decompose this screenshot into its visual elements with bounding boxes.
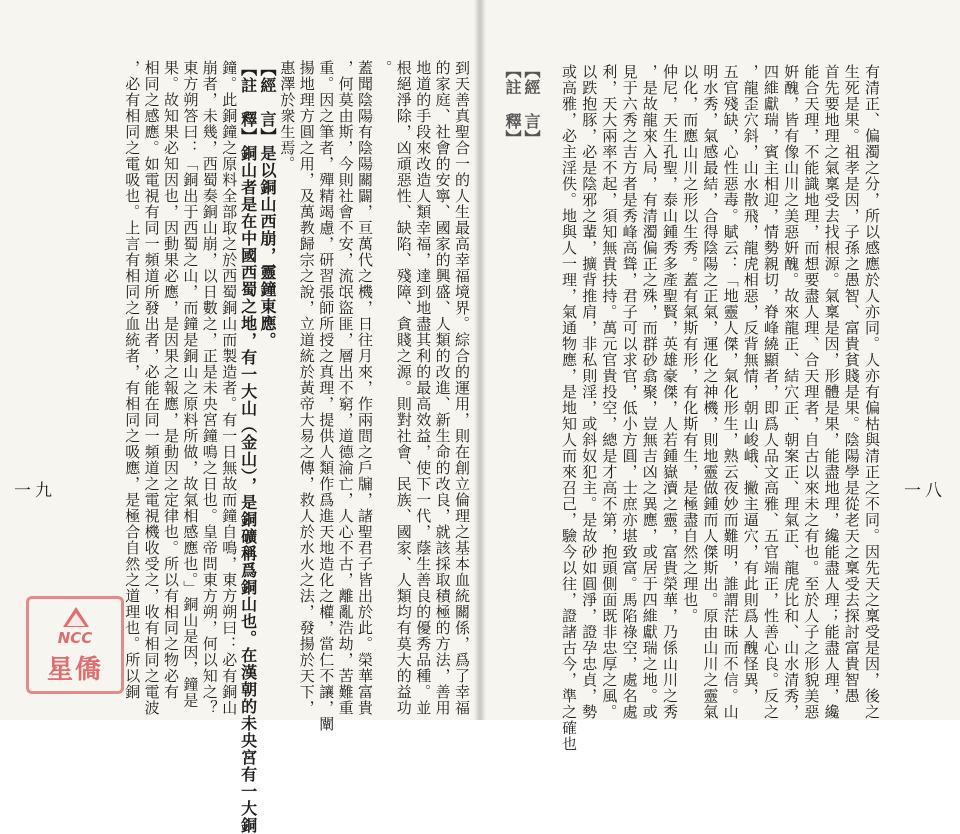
left-text-column: 到天善真聖合一的人生最高幸福境界。綜合的運用，則在創立倫理之基本血統關係，爲了幸福 — [453, 60, 471, 716]
right-text-column: ，龍歪穴斜，山水散飛，龍虎相惡，反背無情，朝山峻峨、撇主逼穴，有此則爲人醜怪異， — [741, 64, 760, 704]
right-gutter-label: 【註 釋】 — [503, 62, 522, 147]
left-text-column: 根絕淨除，凶頑惡性、缺陷、殘障、貪賤之源。則對社會、民族、國家、人類均有莫大的益功 — [394, 60, 413, 716]
right-text-column: 明水秀，氣感最結，合得陰陽之正氣，運化之神機，則地靈做鍾而人傑斯出。原由山川之靈氣 — [701, 64, 720, 720]
stamp-brand: NCC — [57, 629, 93, 647]
left-text-column: 的家庭、社會的安寧、國家的興盛、人類的改進、新生命的改良，就該採取積極的方法，善用 — [433, 60, 452, 716]
right-gutter-label: 【經 言】 — [522, 62, 541, 147]
right-text-column: 見于六秀之吉方者是秀峰高聳，君子可以求官，低小方圓，士庶亦堪致富。馬陷祿空，處名處 — [620, 64, 639, 720]
right-text-column: 生死是果。祖孝是因，子孫之愚智、富貴貧賤是果。陰陽學是從老天之稟受去探討富貴智愚 — [842, 64, 861, 704]
left-text-column: 揚地理方圓之用，及萬教歸宗之說，立道統於黃帝大易之傳，救人於水火之法，發揚於天下， — [297, 60, 316, 716]
right-text-column: 能合天理，不能識地理，而想要盡人理、合天理者，自古以來未之有也。至於人子之形貌美惡 — [802, 64, 821, 720]
left-text-column: 【註 釋】銅山者是在中國西蜀之地，有一大山（金山），是銅礦稱爲銅山也。在漢朝的未央宮有一大銅 — [238, 60, 258, 834]
right-text-column: 五官殘缺，心性惡毒。賦云：「地靈人傑，氣化形生，熟云夜妙而難明，誰謂茫昧而不信。山 — [721, 64, 740, 720]
left-text-column: ，何莫由斯，今則社會不安，流氓盜匪，層出不窮，道德淪亡，人心不古，離亂浩劫，苦難重 — [336, 60, 355, 716]
right-text-column: 有清正、偏濁之分，所以感應於人亦同。人亦有偏枯與清正之不同。因先天之稟受是因，後之 — [863, 64, 881, 720]
right-page-number: 一八 — [904, 481, 946, 501]
stamp-name: 星僑 — [46, 655, 103, 685]
left-text-column: 地道的手段來改造人類幸福，達到地盡其利的最高效益，使下一代，蔭生善良的優秀品種。並 — [414, 60, 433, 716]
right-text-column: 姸醜，皆有像山川之美惡姸醜。故來龍正、結穴正、朝案正、理氣正、龍虎比和、山水清秀， — [782, 64, 801, 720]
left-text-column: ，必有相同之電吸也。上言有相同之血統者，有相同之吸應，是極合自然之道理也。所以銅 — [123, 60, 142, 700]
left-text-column: 相同之感應。如電視有同一頻道所發出者，必能在同一頻道之電視機收受之，收有相同之電波 — [142, 60, 161, 716]
right-text-column: 四維獻瑞，賓主相迎，情勢親切，脊峰繞顯者，即爲人品文高雅、五官端正，性善心良。反之 — [762, 64, 780, 720]
left-text-column: 果。故知果必知因也，因動果必應，是因果之報應，是動因之定律也。所以有相同之物必有 — [162, 60, 180, 700]
left-text-column: 鐘。此銅鐘之原料全部取之於西蜀銅山而製造者。有一日無故而鐘自鳴，東方朔曰：必有銅山 — [220, 60, 239, 716]
left-text-column: 【經 言】是以銅山西崩，靈鐘東應。 — [258, 60, 277, 349]
left-text-column: 惠澤於衆生焉。 — [278, 60, 297, 172]
right-text-column: 首先要地理之氣稟受去找根源。氣稟是因，形體是果，能盡地理，纔能盡人理；能盡人理，纔 — [822, 64, 841, 720]
left-text-column: 東方朔答曰：「銅出于西蜀之山，而鐘是銅山之原料所做，故氣相感應也。」銅山是因，鐘是 — [181, 60, 200, 709]
book-gutter — [474, 0, 486, 720]
right-text-column: 以跌抱豚，必是陰邪之輩，擴背推肩，非私則淫，或斜奴犯主。是故砂如圓淨，證孕忠貞，勢 — [580, 64, 599, 720]
left-page-number: 一九 — [14, 481, 56, 501]
left-text-column: 重。因之筆者，殫精竭慮，研習張師所授之真理，提供人類作爲進天地造化之權，當仁不讓，闡 — [317, 60, 336, 732]
right-text-column: 以化，而應山川之形以生秀。蓋有氣斯有形，有化斯有生，是極盡自然之理也。 — [681, 64, 700, 624]
right-page — [480, 0, 960, 752]
left-text-column: 崩者，未幾，西蜀奏銅山崩，以日數之，正是未央宮鐘鳴之日也。皇帝問東方朔，何以知之？ — [200, 60, 219, 716]
left-text-column: 蓋聞陰陽有陰陽關闢，亘萬代之機，日往月來，作兩間之戶牖，諸聖君子皆出於此。榮華富貴 — [356, 60, 374, 716]
left-text-column: 。 — [375, 60, 394, 76]
right-text-column: 或高雅，必主淫佚。地與人一理，氣通物應，是地知人而來召己，驗今以往，證諸古今，準之確也 — [560, 64, 578, 752]
ncc-stamp-logo — [26, 596, 124, 694]
right-text-column: 仲尼，天生孔聖，泰山鍾秀多產聖賢，英雄豪傑，人若鍾嶽瀆之靈，富貴榮華，乃係山川之秀 — [661, 64, 679, 720]
right-text-column: 利，天大兩率不起，須知無貴扶持。萬元官貴投空，總是才高不第，抱頭側面既非忠厚之風。 — [600, 64, 619, 720]
right-text-column: ，是故龍來入局，有清濁偏正之殊，而群砂翕聚，豈無吉凶之異應，或居于四維獻瑞之地。或 — [640, 64, 659, 720]
